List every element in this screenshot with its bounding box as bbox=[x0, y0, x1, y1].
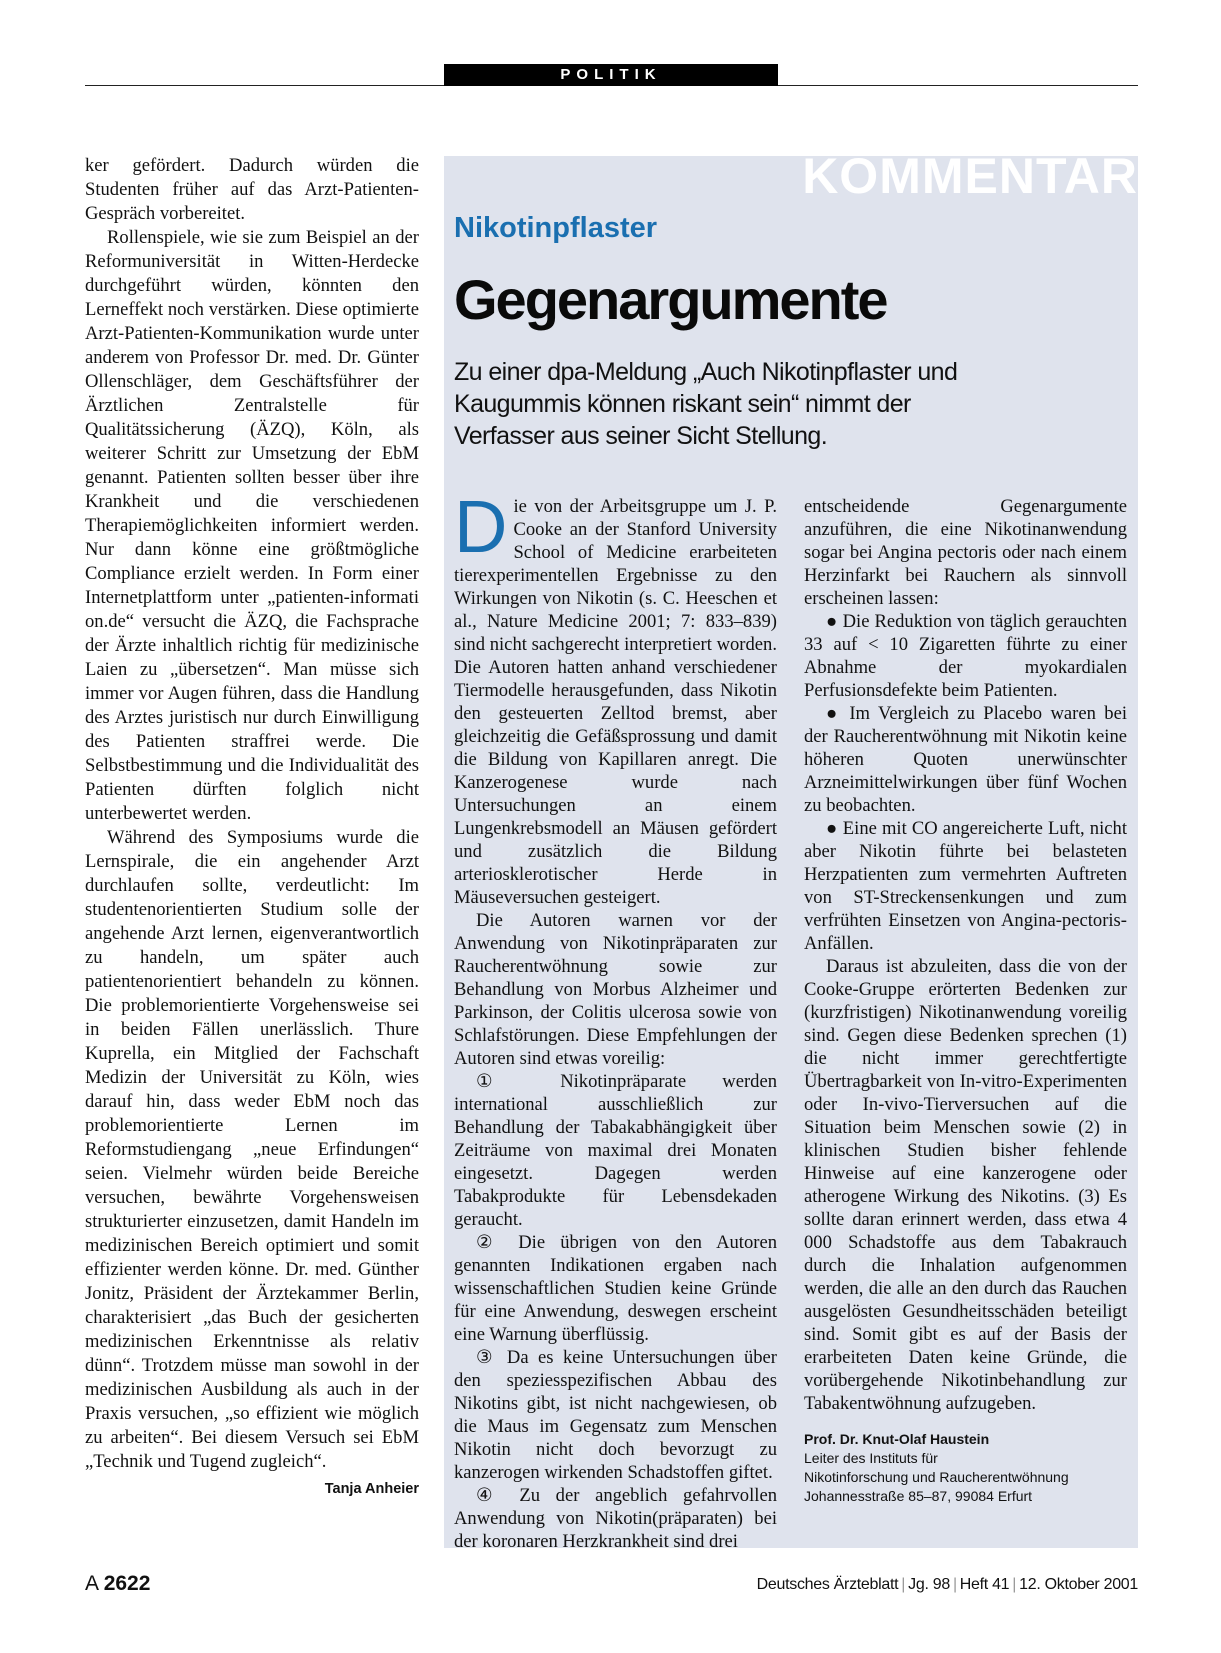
signature-line-3: Johannesstraße 85–87, 99084 Erfurt bbox=[804, 1488, 1033, 1504]
mid-paragraph-4: ② Die übrigen von den Autoren genannten Indikationen ergaben nach wissenschaftlichen Studien keine Gründe für eine Anwendung, deswegen erscheint eine Warnung überflüssig. bbox=[454, 1232, 777, 1345]
mid-paragraph-2: Die Autoren warnen vor der Anwendung von Nikotinpräparaten zur Raucherentwöhnung sowie zur Behandlung von Morbus Alzheimer und Parkinson, der Colitis ulcerosa sowie von Schlafstörungen. Diese Empfehlungen der Autoren sind etwas voreilig: bbox=[454, 910, 777, 1069]
article-kicker: Nikotinpflaster bbox=[454, 212, 658, 244]
signature-name: Prof. Dr. Knut-Olaf Haustein bbox=[804, 1431, 990, 1447]
commentary-panel bbox=[444, 148, 1138, 1552]
dropcap: D bbox=[454, 485, 508, 568]
article-intro: Zu einer dpa-Meldung „Auch Nikotinpflaster und Kaugummis können riskant sein“ nimmt der Verfasser aus seiner Sicht Stellung. bbox=[454, 358, 958, 450]
journal-issue: Heft 41 bbox=[959, 1576, 1010, 1593]
journal-date: 12. Oktober 2001 bbox=[1019, 1576, 1138, 1593]
commentary-column-1 bbox=[454, 485, 777, 1553]
footer-separator: | bbox=[901, 1576, 906, 1593]
signature-line-2: Nikotinforschung und Raucherentwöhnung bbox=[804, 1469, 1069, 1485]
left-paragraph-3 bbox=[85, 826, 419, 1497]
page-prefix: A bbox=[85, 1572, 98, 1595]
journal-volume: Jg. 98 bbox=[908, 1576, 950, 1593]
commentary-column-2 bbox=[804, 495, 1127, 1506]
section-label: POLITIK bbox=[444, 64, 778, 86]
mid-paragraph-3: ① Nikotinpräparate werden international ausschließlich zur Behandlung der Tabakabhängigkeit über Zeiträume von maximal drei Monaten eingesetzt. Dagegen werden Tabakprodukte für Lebensdekaden geraucht. bbox=[454, 1071, 777, 1230]
journal-footer bbox=[757, 1576, 1138, 1594]
kommentar-label: KOMMENTAR bbox=[802, 148, 1138, 204]
footer-separator: | bbox=[952, 1576, 957, 1593]
mid-paragraph-5: ③ Da es keine Untersuchungen über den speziesspezifischen Abbau des Nikotins gibt, ist nicht nachgewiesen, ob die Maus im Gegensatz zum Menschen Nikotin nicht doch bevorzugt zu kanzerogen wirkenden Schadstoffen giftet. bbox=[454, 1347, 777, 1483]
right-paragraph-3: ● Im Vergleich zu Placebo waren bei der Raucherentwöhnung mit Nikotin keine höheren Quoten unerwünschter Arzneimittelwirkungen über fünf Wochen zu beobachten. bbox=[804, 703, 1127, 816]
signature-line-1: Leiter des Instituts für bbox=[804, 1450, 938, 1466]
left-column bbox=[85, 154, 419, 1501]
mid-paragraph-1 bbox=[454, 485, 777, 909]
left-paragraph-2: Rollenspiele, wie sie zum Beispiel an der Reformuniversität in Witten-Herdecke durchgeführt würden, könnten den Lerneffekt noch verstärken. Diese optimierte Arzt-Patienten-Kommunikation wurde unter anderem von Professor Dr. med. Dr. Günter Ollenschläger, dem Geschäftsführer der Ärztlichen Zentralstelle für Qualitätssicherung (ÄZQ), Köln, als weiterer Schritt zur Umsetzung der EbM genannt. Patienten sollten besser über ihre Krankheit und die verschiedenen Therapiemöglichkeiten informiert werden. Nur dann könne eine größtmögliche Compliance erzielt werden. In Form einer Internetplattform unter „patienten-informati on.de“ versucht die ÄZQ, die Fachsprache der Ärzte inhaltlich richtig für medizinische Laien zu „übersetzen“. Man müsse sich immer vor Augen führen, dass die Handlung des Arztes juristisch nur durch Einwilligung des Patienten straffrei werde. Die Selbstbestimmung und die Individualität des Patienten dürften folglich nicht unterbewertet werden. bbox=[85, 227, 419, 824]
right-paragraph-1: entscheidende Gegenargumente anzuführen, die eine Nikotinanwendung sogar bei Angina pectoris oder nach einem Herzinfarkt bei Rauchern als sinnvoll erscheinen lassen: bbox=[804, 496, 1127, 609]
article-headline: Gegenargumente bbox=[454, 268, 887, 331]
right-paragraph-2: ● Die Reduktion von täglich gerauchten 33 auf < 10 Zigaretten führte zu einer Abnahme der myokardialen Perfusionsdefekte beim Patienten. bbox=[804, 611, 1127, 701]
right-paragraph-4: ● Eine mit CO angereicherte Luft, nicht aber Nikotin führte bei belasteten Herzpatienten zum vermehrten Auftreten von ST-Streckensenkungen und zum verfrühten Einsetzen von Angina-pectoris-Anfällen. bbox=[804, 818, 1127, 954]
left-paragraph-1: ker gefördert. Dadurch würden die Studenten früher auf das Arzt-Patienten-Gespräch vorbereitet. bbox=[85, 155, 419, 224]
journal-name: Deutsches Ärzteblatt bbox=[756, 1576, 899, 1593]
left-author: Tanja Anheier bbox=[324, 1481, 419, 1497]
mid-paragraph-1-text: ie von der Arbeitsgruppe um J. P. Cooke an der Stanford University School of Medicine erarbeiteten tierexperimentellen Ergebnisse zu den Wirkungen von Nikotin (s. C. Heeschen et al., Nature Medicine 2001; 7: 833–839) sind nicht sachgerecht interpretiert worden. Die Autoren hatten anhand verschiedener Tiermodelle herausgefunden, dass Nikotin den gesteuerten Zelltod bremst, aber gleichzeitig die Gefäßsprossung und damit die Bildung von Kapillaren anregt. Die Kanzerogenese wurde nach Untersuchungen an einem Lungenkrebsmodell an Mäusen gefördert und zusätzlich die Bildung arteriosklerotischer Herde in Mäuseversuchen gesteigert. bbox=[454, 496, 777, 908]
page-number bbox=[85, 1572, 150, 1596]
footer-separator: | bbox=[1012, 1576, 1017, 1593]
left-paragraph-3-text: Während des Symposiums wurde die Lernspirale, die ein angehender Arzt durchlaufen sollte, verdeutlicht: Im studentenorientierten Studium solle der angehende Arzt lernen, eigenverantwortlich zu handeln, um später auch patientenorientiert behandeln zu können. Die problemorientierte Vorgehensweise sei in beiden Fällen unerlässlich. Thure Kuprella, ein Mitglied der Fachschaft Medizin der Universität zu Köln, wies darauf hin, dass weder EbM noch das problemorientierte Lernen im Reformstudiengang „neue Erfindungen“ seien. Vielmehr würden beide Bereiche versuchen, bewährte Vorgehensweisen strukturierter einzusetzen, damit Handeln im medizinischen Bereich optimiert und somit effizienter werden könne. Dr. med. Günther Jonitz, Präsident der Ärztekammer Berlin, charakterisiert „das Buch der gesicherten medizinischen Erkenntnisse als relativ dünn“. Trotzdem müsse man sowohl in der medizinischen Ausbildung als auch in der Praxis versuchen, „so effizient wie möglich zu arbeiten“. Bei diesem Versuch sei EbM „Technik und Tugend zugleich“. bbox=[85, 827, 419, 1472]
mid-paragraph-6: ④ Zu der angeblich gefahrvollen Anwendung von Nikotin(präparaten) bei der koronaren Herzkrankheit sind drei bbox=[454, 1485, 777, 1552]
page-number-value: 2622 bbox=[103, 1572, 151, 1595]
right-paragraph-5: Daraus ist abzuleiten, dass die von der Cooke-Gruppe erörterten Bedenken zur (kurzfristigen) Nikotinanwendung voreilig sind. Gegen diese Bedenken sprechen (1) die nicht immer gerechtfertigte Übertragbarkeit von In-vitro-Experimenten oder In-vivo-Tierversuchen auf die Situation beim Menschen sowie (2) in klinischen Studien bisher fehlende Hinweise auf eine kanzerogene oder atherogene Wirkung des Nikotins. (3) Es sollte daran erinnert werden, dass etwa 4 000 Schadstoffe aus dem Tabakrauch durch die Inhalation aufgenommen werden, die alle an den durch das Rauchen ausgelösten Gesundheitsschäden beteiligt sind. Somit gibt es auf der Basis der erarbeiteten Daten keine Gründe, die vorübergehende Nikotinbehandlung zur Tabakentwöhnung aufzugeben. bbox=[804, 956, 1127, 1414]
